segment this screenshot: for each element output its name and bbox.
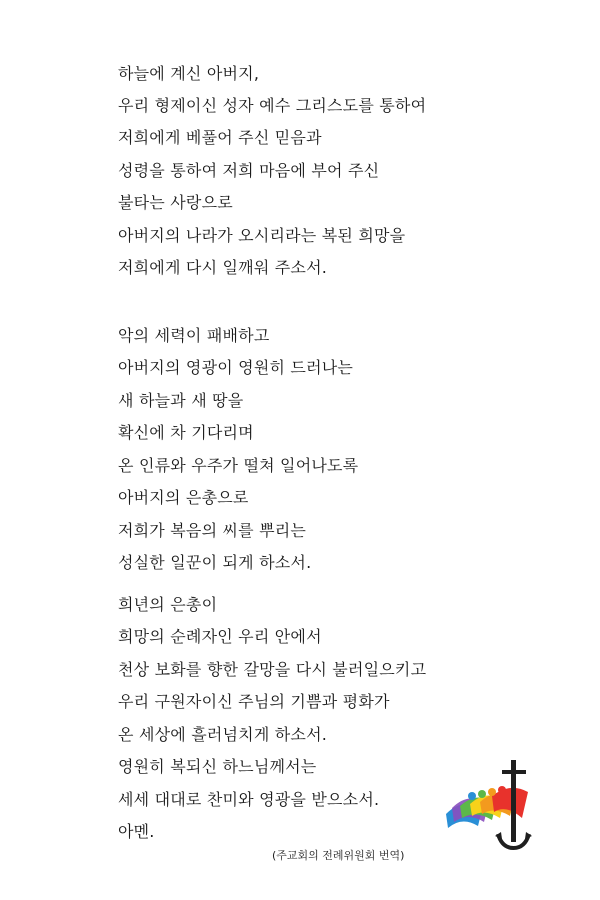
- prayer-line: 우리 형제이신 성자 예수 그리스도를 통하여: [118, 96, 427, 115]
- prayer-line: 저희에게 베풀어 주신 믿음과: [118, 128, 322, 147]
- prayer-line: 불타는 사랑으로: [118, 193, 233, 212]
- prayer-line: 아버지의 나라가 오시리라는 복된 희망을: [118, 226, 406, 245]
- prayer-line: 우리 구원자이신 주님의 기쁨과 평화가: [118, 692, 390, 711]
- prayer-line: 천상 보화를 향한 갈망을 다시 불러일으키고: [118, 660, 427, 679]
- prayer-line: 악의 세력이 패배하고: [118, 326, 270, 345]
- prayer-line: 확신에 차 기다리며: [118, 423, 254, 442]
- prayer-line: 영원히 복되신 하느님께서는: [118, 757, 317, 776]
- jubilee-logo: [438, 756, 538, 856]
- jubilee-pilgrims-cross-anchor-icon: [438, 756, 538, 856]
- translation-credit: (주교회의 전례위원회 번역): [272, 849, 405, 862]
- prayer-line: 아버지의 영광이 영원히 드러나는: [118, 358, 354, 377]
- prayer-line: 온 세상에 흘러넘치게 하소서.: [118, 725, 328, 744]
- prayer-line: 아멘.: [118, 822, 155, 841]
- prayer-line: 성실한 일꾼이 되게 하소서.: [118, 553, 312, 572]
- prayer-line: 아버지의 은총으로: [118, 488, 249, 507]
- prayer-line: 저희가 복음의 씨를 뿌리는: [118, 521, 307, 540]
- prayer-line: 성령을 통하여 저희 마음에 부어 주신: [118, 161, 380, 180]
- prayer-line: 온 인류와 우주가 떨쳐 일어나도록: [118, 456, 359, 475]
- prayer-line: 희년의 은총이: [118, 595, 218, 614]
- prayer-line: 희망의 순례자인 우리 안에서: [118, 627, 322, 646]
- prayer-line: 저희에게 다시 일깨워 주소서.: [118, 258, 328, 277]
- prayer-line: 새 하늘과 새 땅을: [118, 391, 244, 410]
- prayer-line: 하늘에 계신 아버지,: [118, 64, 260, 83]
- prayer-line: 세세 대대로 찬미와 영광을 받으소서.: [118, 790, 380, 809]
